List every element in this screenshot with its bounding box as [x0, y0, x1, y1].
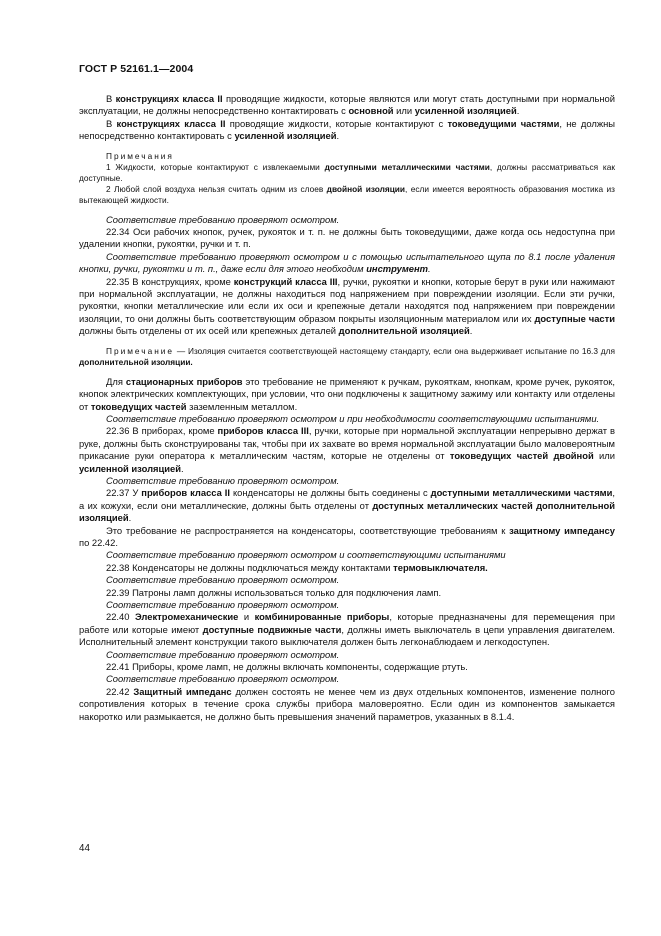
text-run: Защитный импеданс [133, 685, 232, 697]
text-run: токоведущих частей [90, 400, 187, 412]
document-number: ГОСТ Р 52161.1—2004 [79, 63, 194, 75]
text-run: . [516, 105, 520, 117]
text-run: дополнительной изоляции. [79, 356, 193, 367]
text-run: усиленной изоляцией [414, 105, 517, 117]
text-run: , а их кожухи, если они металлические, должны быть отделены от [79, 487, 615, 511]
text-run: и [238, 611, 255, 623]
text-run: 22.38 Конденсаторы не должны подключаться между контактами [106, 561, 394, 573]
text-run: должен состоять не менее чем из двух отдельных компонентов, изменение полного сопротивления которых в течение срока службы прибора маловероятно. Если один из компонентов замыкается накоротко или размыкается, не должно быть превышения значений параметров, указанных в 8.1.4. [79, 685, 615, 722]
note-paragraph [79, 184, 615, 206]
text-run: двойной изоляции [326, 183, 406, 194]
notes-heading: Примечания [106, 150, 174, 161]
text-run: токоведущими частями [447, 117, 560, 129]
spacer [79, 368, 615, 376]
text-run: инструмент [366, 263, 428, 275]
text-run: дополнительной изоляцией [338, 325, 470, 337]
text-run: доступными металлическими частями [324, 161, 490, 172]
text-run: Соответствие требованию проверяют осмотром и с помощью испытательного щупа по 8.1 после удаления кнопки, ручки, рукоятки и т. п., даже если для этого необходим [79, 250, 615, 275]
text-run: основной [348, 105, 394, 117]
paragraph [79, 574, 615, 586]
text-run: , ручки, которые при нормальной эксплуатации непрерывно держат в руке, должны быть сконструированы так, чтобы при их захвате во время нормальной эксплуатации было маловероятным прикасание руки оператора к металлическим частям, которые не отделены от [79, 425, 615, 462]
spacer [79, 338, 615, 346]
text-run: Для [106, 375, 126, 387]
text-run: комбинированные приборы [254, 611, 390, 623]
text-run: или [393, 105, 415, 117]
text-run: конструкциях класса II [115, 93, 223, 104]
paragraph [79, 376, 615, 413]
text-run: доступных металлических частей дополнительной изоляцией [79, 499, 615, 524]
text-run: . [336, 130, 340, 142]
text-run: это требование не применяют к ручкам, рукояткам, кнопкам, кроме ручек, рукояток, кнопок электрических комплектующих, при условии, что они подключены к защитному зажиму или контакту или отделены от [79, 375, 616, 412]
text-run: Соответствие требованию проверяют осмотром. [106, 648, 340, 660]
paragraph [79, 93, 615, 118]
paragraph [79, 562, 615, 574]
text-run: Соответствие требованию проверяют осмотром. [106, 474, 340, 486]
document-body [79, 93, 615, 723]
text-run: 22.42 [106, 685, 134, 697]
paragraph [79, 661, 615, 673]
text-run: Примечание [106, 345, 175, 356]
text-run: или [593, 450, 615, 462]
text-run: по 22.42. [79, 536, 118, 548]
text-run: . [469, 325, 473, 337]
text-run: доступные подвижные части [202, 623, 342, 635]
text-run: Соответствие требованию проверяют осмотром и при необходимости соответствующими испытаниями. [106, 412, 600, 424]
paragraph [79, 587, 615, 599]
text-run: Соответствие требованию проверяют осмотром. [106, 574, 340, 586]
text-run: защитному импедансу [509, 524, 615, 536]
text-run: , должны рассматриваться как доступные. [79, 161, 615, 183]
paragraph [79, 226, 615, 251]
spacer [79, 206, 615, 214]
text-run: , если имеется вероятность образования мостика из вытекающей жидкости. [79, 183, 615, 205]
text-run: , не должны непосредственно контактировать с [79, 117, 616, 142]
paragraph [79, 599, 615, 611]
text-run: Соответствие требованию проверяют осмотром. [106, 599, 340, 610]
text-run: приборов класса II [141, 487, 231, 499]
text-run: 22.41 Приборы, кроме ламп, не должны включать компоненты, содержащие ртуть. [106, 661, 468, 673]
text-run: Соответствие требованию проверяют осмотром и соответствующими испытаниями [106, 549, 506, 561]
text-run: 22.36 В приборах, кроме [106, 425, 218, 437]
text-run: Соответствие требованию проверяют осмотром. [106, 673, 340, 685]
text-run: — Изоляция считается соответствующей настоящему стандарту, если она выдерживает испытание по 16.3 для [174, 345, 615, 356]
text-run: В [106, 93, 116, 104]
paragraph [79, 673, 615, 685]
text-run: конструкций класса III [233, 275, 338, 287]
text-run: 22.35 В конструкциях, кроме [106, 275, 234, 287]
paragraph [79, 425, 615, 475]
paragraph [79, 549, 615, 561]
text-run: термовыключателя. [393, 561, 488, 573]
paragraph [79, 118, 615, 143]
text-run: 22.39 Патроны ламп должны использоваться только для подключения ламп. [106, 586, 442, 598]
text-run: проводящие жидкости, которые являются или могут стать доступными при нормальной эксплуатации, не должны непосредственно контактировать с [79, 93, 616, 117]
text-run: доступные части [534, 312, 615, 324]
text-run: заземленным металлом. [186, 400, 298, 412]
text-run: . [128, 512, 132, 524]
paragraph [79, 487, 615, 524]
text-run: проводящие жидкости, которые контактируют с [225, 117, 448, 129]
text-run: , должны иметь выключатель в цепи управления двигателем. Исполнительный элемент конструкции такого выключателя должен быть легконаблюдаем и легкодоступен. [79, 623, 615, 648]
text-run: 22.37 У [106, 487, 142, 499]
paragraph [79, 686, 615, 723]
paragraph [79, 276, 615, 338]
paragraph [79, 525, 615, 550]
text-run: 1 Жидкости, которые контактируют с извлекаемыми [106, 161, 325, 172]
text-run: токоведущих частей двойной [449, 450, 594, 462]
text-run: Электромеханические [134, 611, 239, 623]
paragraph [79, 475, 615, 487]
text-run: приборов класса III [217, 425, 309, 437]
text-run: стационарных приборов [125, 375, 243, 387]
paragraph [79, 413, 615, 425]
text-run: , которые предназначены для перемещения при работе или которые имеют [79, 611, 615, 635]
text-run: . [427, 263, 431, 275]
spacer [79, 143, 615, 151]
text-run: конденсаторы не должны быть соединены с [230, 487, 431, 499]
note-paragraph [79, 346, 615, 368]
text-run: В [106, 117, 117, 129]
text-run: конструкциях класса II [116, 117, 226, 129]
paragraph [79, 649, 615, 661]
text-run: . [181, 462, 184, 474]
text-run: доступными металлическими частями [430, 487, 613, 499]
text-run: Соответствие требованию проверяют осмотром. [106, 213, 340, 225]
text-run: 2 Любой слой воздуха нельзя считать одним из слоев [106, 183, 327, 194]
text-run: усиленной изоляцией [234, 130, 337, 142]
text-run: должны быть отделены от их осей или крепежных деталей [79, 325, 339, 337]
text-run: Это требование не распространяется на конденсаторы, соответствующие требованиям к [106, 524, 510, 536]
text-run: 22.34 Оси рабочих кнопок, ручек, рукояток и т. п. не должны быть токоведущими, даже когда ось недоступна при удалении кнопки, рукоятки, ручки и т. п. [79, 226, 615, 250]
note-paragraph [79, 162, 615, 184]
paragraph [79, 611, 615, 648]
paragraph [79, 214, 615, 226]
text-run: усиленной изоляцией [79, 462, 182, 474]
paragraph [79, 251, 615, 276]
text-run: , ручки, рукоятки и кнопки, которые берут в руки или нажимают при нормальной эксплуатации, не должны находиться под напряжением при повреждении изоляции. Если эти ручки, рукоятки, кнопки металлические или если их оси и крепежные детали находятся под напряжением при повреждении изоляции, то они должны быть соответствующим образом покрыты изоляционным материалом или их [79, 275, 615, 324]
text-run: 22.40 [106, 611, 135, 623]
page-number: 44 [79, 843, 90, 854]
